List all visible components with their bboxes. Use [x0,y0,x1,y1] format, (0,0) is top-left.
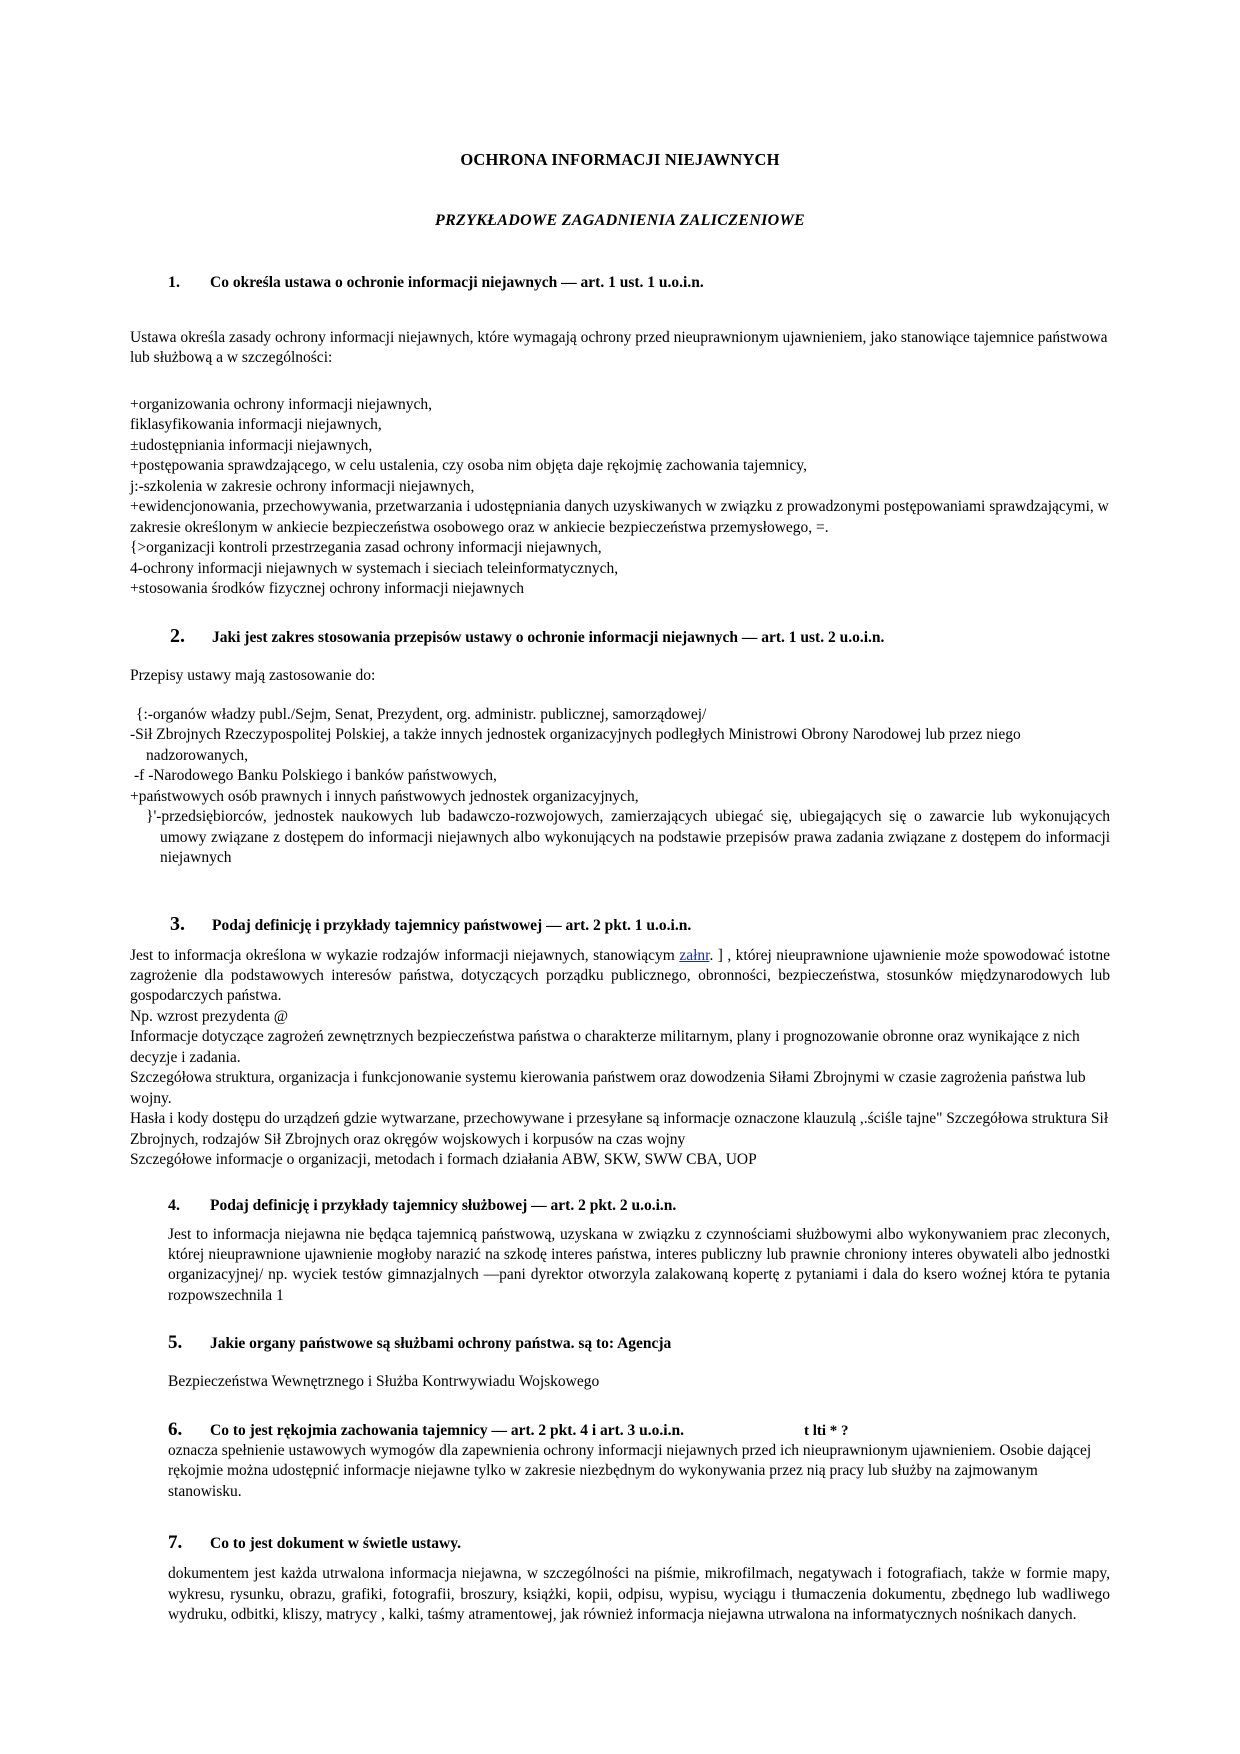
question-4-number: 4. [168,1196,180,1214]
attachment-link[interactable]: załnr [679,946,710,964]
question-1-intro: Ustawa określa zasady ochrony informacji niejawnych, które wymagają ochrony przed nieuprawnionym ujawnieniem, jako stanowiące tajemnice państwowa lub służbową a w szczególności: [130,329,1108,367]
question-7-number: 7. [168,1532,183,1554]
list-item: +stosowania środków fizycznej ochrony informacji niejawnych [130,579,524,597]
list-item: Szczegółowa struktura, organizacja i funkcjonowanie systemu kierowania państwem oraz dowodzenia Siłami Zbrojnymi w czasie zagrożenia państwa lub wojny. [130,1069,1086,1107]
question-1-list [130,395,1110,600]
question-6-body: oznacza spełnienie ustawowych wymogów dla zapewnienia ochrony informacji niejawnych przed ich nieuprawnionym ujawnieniem. Osobie dającej rękojmie można udostępnić informacje niejawne tylko w zakresie niezbędnym do wykonywania przez nią pracy lub służby na zajmowanym stanowisku. [168,1441,1092,1500]
list-item: +organizowania ochrony informacji niejawnych, [130,395,432,413]
list-item: Hasła i kody dostępu do urządzeń gdzie wytwarzane, przechowywane i przesyłane są informacje oznaczone klauzulą ,.ściśle tajne" Szczegółowa struktura Sił Zbrojnych, rodzajów Sił Zbrojnych oraz okręgów wojskowych i korpusów na czas wojny [130,1110,1109,1148]
list-item: fiklasyfikowania informacji niejawnych, [130,416,382,434]
list-item: 4-ochrony informacji niejawnych w systemach i sieciach teleinformatycznych, [130,559,619,577]
list-item: -f -Narodowego Banku Polskiego i banków państwowych, [134,767,497,785]
list-item: ±udostępniania informacji niejawnych, [130,436,373,454]
list-item: +postępowania sprawdzającego, w celu ustalenia, czy osoba nim objęta daje rękojmię zachowania tajemnicy, [130,457,807,475]
list-item: -Sił Zbrojnych Rzeczypospolitej Polskiej, a także innych jednostek organizacyjnych podległych Ministrowi Obrony Narodowej lub przez niego nadzorowanych, [130,726,1021,764]
question-2-number: 2. [170,625,185,648]
question-2-list [130,705,1110,869]
question-3-heading: 3. Podaj definicję i przykłady tajemnicy państwowej — art. 2 pkt. 1 u.o.i.n. [170,912,692,935]
question-5-number: 5. [168,1332,183,1354]
list-item: }'-przedsiębiorców, jednostek naukowych lub badawczo-rozwojowych, zamierzających ubiegać się, ubiegających się o zawarcie lub wykonujących umowy związane z dostępem do informacji niejawnych albo wykonujących na podstawie przepisów prawa zadania związane z dostępem do informacji niejawnych [146,808,1110,867]
question-1-heading: 1. Co określa ustawa o ochronie informacji niejawnych — art. 1 ust. 1 u.o.i.n. [168,274,704,291]
question-6-margin-note: t lti * ? [803,1422,849,1439]
question-4-body: Jest to informacja niejawna nie będąca tajemnicą państwową, uzyskana w związku z czynnościami służbowymi albo wykonywaniem prac zleconych, której nieuprawnione ujawnienie mogłoby narazić na szkodę interes państwa, interes publiczny lub prawnie chroniony interes obywateli albo jednostki organizacyjnej/ np. wyciek testów gimnazjalnych —pani dyrektor otworzyla zalakowaną kopertę z pytaniami i dala do ksero woźnej która te pytania rozpowszechnila 1 [168,1225,1110,1304]
list-item: +ewidencjonowania, przechowywania, przetwarzania i udostępniania danych uzyskiwanych w związku z prowadzonymi postępowaniami sprawdzającymi, w zakresie określonym w ankiecie bezpieczeństwa osobowego oraz w ankiecie bezpieczeństwa przemysłowego, =. [130,498,1109,536]
question-3-examples [130,1007,1110,1171]
question-3-number: 3. [170,912,185,935]
list-item: j:-szkolenia w zakresie ochrony informacji niejawnych, [130,477,475,495]
question-7-heading: 7. Co to jest dokument w świetle ustawy. [168,1532,462,1554]
document-title: OCHRONA INFORMACJI NIEJAWNYCH [460,150,780,169]
list-item: Informacje dotyczące zagrożeń zewnętrznych bezpieczeństwa państwa o charakterze militarnym, plany i prognozowanie obronne oraz wynikające z nich decyzje i zadania. [130,1028,1080,1066]
question-7-body: dokumentem jest każda utrwalona informacja niejawna, w szczególności na piśmie, mikrofilmach, negatywach i fotografiach, także w formie mapy, wykresu, rysunku, obrazu, grafiki, fotografii, broszury, książki, kopii, odpisu, wypisu, wyciągu i tłumaczenia dokumentu, zbędnego lub wadliwego wydruku, odbitki, kliszy, matrycy , kalki, taśmy atramentowej, jak również informacja niejawna utrwalona na informatycznych nośnikach danych. [168,1565,1110,1624]
question-6-heading: 6. Co to jest rękojmia zachowania tajemnicy — art. 2 pkt. 4 i art. 3 u.o.i.n. t lti * ? [168,1418,849,1440]
question-6-number: 6. [168,1418,183,1440]
question-1-number: 1. [168,274,180,291]
question-2-intro: Przepisy ustawy mają zastosowanie do: [130,667,376,685]
list-item: {:-organów władzy publ./Sejm, Senat, Prezydent, org. administr. publicznej, samorządowej/ [136,705,707,723]
list-item: +państwowych osób prawnych i innych państwowych jednostek organizacyjnych, [130,787,639,805]
question-3-definition [130,946,1110,1007]
definition-post: . ] , której nieuprawnione ujawnienie może spowodować istotne zagrożenie dla podstawowych interesów państwa, dotyczących porządku publicznego, obronności, bezpieczeństwa, stosunków międzynarodowych lub gospodarczych państwa. [130,946,1110,1005]
document-subtitle: PRZYKŁADOWE ZAGADNIENIA ZALICZENIOWE [435,212,805,229]
question-2-heading: 2. Jaki jest zakres stosowania przepisów ustawy o ochronie informacji niejawnych — art. 1 ust. 2 u.o.i.n. [170,625,885,648]
question-4-heading: 4. Podaj definicję i przykłady tajemnicy służbowej — art. 2 pkt. 2 u.o.i.n. [168,1196,677,1214]
list-item: {>organizacji kontroli przestrzegania zasad ochrony informacji niejawnych, [130,539,602,557]
question-5-heading: 5. Jakie organy państwowe są służbami ochrony państwa. są to: Agencja [168,1332,672,1354]
definition-pre: Jest to informacja określona w wykazie rodzajów informacji niejawnych, stanowiącym [130,946,680,964]
question-5-body: Bezpieczeństwa Wewnętrznego i Służba Kontrwywiadu Wojskowego [168,1373,600,1391]
list-item: Np. wzrost prezydenta @ [130,1007,289,1025]
list-item: Szczegółowe informacje o organizacji, metodach i formach działania ABW, SKW, SWW CBA, UOP [130,1151,757,1169]
